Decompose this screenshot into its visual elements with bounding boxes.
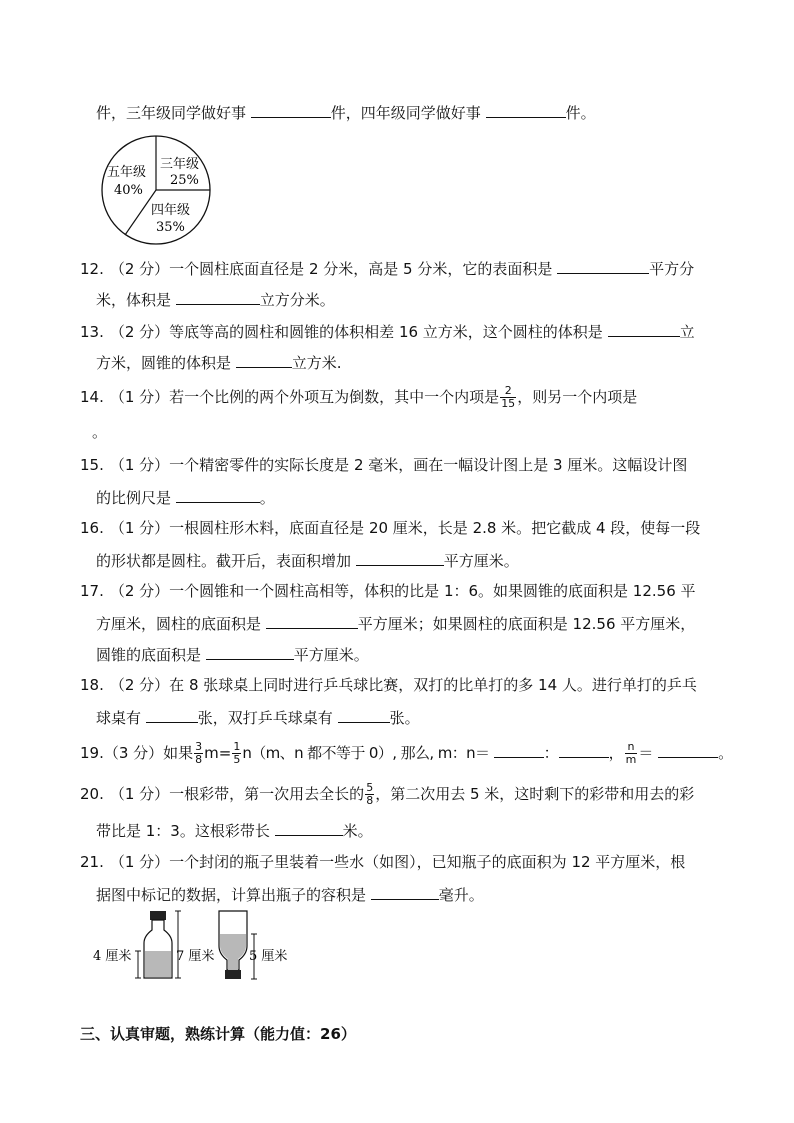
- q20-number: 20.: [80, 785, 104, 803]
- inverted-bottle: [219, 911, 287, 979]
- q20-text-a: （1 分）一根彩带，第一次用去全长的: [109, 785, 365, 803]
- q21-number: 21.: [80, 853, 104, 871]
- q19-f2-den: 5: [233, 753, 241, 766]
- q12-text2: 米，体积是: [96, 291, 176, 309]
- q17-line3: [96, 643, 369, 665]
- q19-line1: [80, 739, 733, 767]
- q19-number: 19.: [80, 744, 104, 762]
- q17-unit: 平方厘米。: [293, 646, 369, 664]
- q21-blank-volume[interactable]: [371, 883, 439, 900]
- upright-bottle: [93, 911, 214, 978]
- q14-end: 。: [92, 423, 108, 441]
- q19-fraction-1: [194, 741, 203, 766]
- q19-blank-ratio[interactable]: [658, 741, 718, 758]
- q18-blank-singles[interactable]: [146, 706, 198, 723]
- q17-blank-cone-area[interactable]: [206, 643, 294, 660]
- q19-f2-num: 1: [233, 740, 241, 753]
- q19-f3-num: n: [625, 741, 638, 754]
- q18-text3: 张，双打乒乓球桌有: [197, 709, 338, 727]
- q17-text4: 圆锥的底面积是: [96, 646, 206, 664]
- q15-text: （1 分）一个精密零件的实际长度是 2 毫米，画在一幅设计图上是 3 厘米。这幅设计图: [109, 456, 688, 474]
- q13-unit2: 立方米.: [291, 354, 342, 372]
- section-3-title: 三、认真审题，熟练计算（能力值：26）: [80, 1025, 356, 1043]
- q21-text: （1 分）一个封闭的瓶子里装着一些水（如图），已知瓶子的底面积为 12 平方厘米，根: [109, 853, 686, 871]
- q14-line2: [92, 422, 107, 442]
- q20-line2: [96, 819, 373, 841]
- q21-line1: [80, 852, 685, 872]
- q14-frac-num: 2: [500, 385, 516, 398]
- q14-number: 14.: [80, 388, 104, 406]
- q17-text: （2 分）一个圆锥和一个圆柱高相等，体积的比是 1：6。如果圆锥的底面积是 12.56 平: [109, 582, 696, 600]
- q13-line1: [80, 320, 695, 342]
- q21-line2: [96, 883, 484, 905]
- q13-text: （2 分）等底等高的圆柱和圆锥的体积相差 16 立方米，这个圆柱的体积是: [109, 323, 608, 341]
- q12-line2: [96, 288, 335, 310]
- section-3-heading: [80, 1024, 356, 1044]
- q20-frac-den: 8: [366, 794, 374, 807]
- pie-value-grade4: 35%: [156, 220, 185, 235]
- bottle-label-4cm: 4 厘米: [93, 949, 132, 964]
- q19-fraction-2: [232, 741, 241, 766]
- pie-label-grade3: 三年级: [160, 157, 200, 172]
- q20-unit: 米。: [342, 822, 373, 840]
- q13-blank-cone[interactable]: [236, 351, 292, 368]
- pie-value-grade3: 25%: [170, 173, 199, 188]
- q12-number: 12.: [80, 260, 104, 278]
- q11-tail: [96, 101, 596, 123]
- q19-fraction-3: [625, 741, 638, 766]
- q19-f1-num: 3: [195, 740, 203, 753]
- q19-text-b: m=: [204, 744, 232, 762]
- q14-frac-den: 15: [501, 397, 516, 410]
- q15-text2: 的比例尺是: [96, 489, 176, 507]
- q18-end: 张。: [389, 709, 420, 727]
- q11-blank-grade4[interactable]: [486, 101, 566, 118]
- bottle-figure: [92, 908, 297, 983]
- pie-label-grade5: 五年级: [107, 165, 147, 180]
- q17-number: 17.: [80, 582, 104, 600]
- pie-value-grade5: 40%: [114, 183, 143, 198]
- q18-number: 18.: [80, 676, 104, 694]
- q16-blank-area[interactable]: [356, 549, 444, 566]
- q19-blank-n[interactable]: [559, 741, 609, 758]
- q19-text-c: n（m、n 都不等于 0）, 那么, m：n＝: [242, 744, 494, 762]
- q14-line1: [80, 383, 637, 411]
- q17-text2: 方厘米，圆柱的底面积是: [96, 615, 266, 633]
- q19-comma: ，: [608, 744, 624, 762]
- bottle-label-7cm: 7 厘米: [176, 949, 215, 964]
- grade-pie-chart: [97, 133, 217, 248]
- q14-text: （1 分）若一个比例的两个外项互为倒数，其中一个内项是: [109, 388, 500, 406]
- q14-fraction: [500, 385, 516, 410]
- q17-line1: [80, 581, 696, 601]
- q19-f3-den: m: [625, 753, 637, 766]
- q17-blank-cylinder-area[interactable]: [266, 612, 358, 629]
- q12-text: （2 分）一个圆柱底面直径是 2 分米，高是 5 分米，它的表面积是: [109, 260, 558, 278]
- q20-fraction: [365, 782, 374, 807]
- q19-equals: ＝: [638, 744, 659, 762]
- q19-end: 。: [718, 744, 734, 762]
- q19-blank-m[interactable]: [494, 741, 544, 758]
- q16-unit: 平方厘米。: [443, 552, 519, 570]
- q13-text2: 方米，圆锥的体积是: [96, 354, 236, 372]
- q18-text2: 球桌有: [96, 709, 146, 727]
- q13-unit1: 立: [679, 323, 695, 341]
- q19-colon: ：: [543, 744, 559, 762]
- q12-blank-volume[interactable]: [176, 288, 260, 305]
- q16-number: 16.: [80, 519, 104, 537]
- q17-line2: [96, 612, 695, 634]
- q18-blank-doubles[interactable]: [338, 706, 390, 723]
- q20-text2: 带比是 1：3。这根彩带长: [96, 822, 275, 840]
- q15-line2: [96, 486, 275, 508]
- q15-line1: [80, 455, 687, 475]
- q15-end: 。: [259, 489, 275, 507]
- q19-f1-den: 8: [195, 753, 203, 766]
- q21-text2: 据图中标记的数据，计算出瓶子的容积是: [96, 886, 371, 904]
- q16-line1: [80, 518, 700, 538]
- q18-text: （2 分）在 8 张球桌上同时进行乒乓球比赛，双打的比单打的多 14 人。进行单打的乒乓: [109, 676, 697, 694]
- q21-unit: 毫升。: [438, 886, 484, 904]
- q12-unit1: 平方分: [649, 260, 695, 278]
- q20-line1: [80, 780, 694, 808]
- q20-frac-num: 5: [366, 781, 374, 794]
- q13-number: 13.: [80, 323, 104, 341]
- q11-blank-grade3[interactable]: [251, 101, 331, 118]
- q16-text2: 的形状都是圆柱。截开后，表面积增加: [96, 552, 356, 570]
- q20-text-b: ，第二次用去 5 米，这时剩下的彩带和用去的彩: [375, 785, 695, 803]
- q11-text-3: 件。: [565, 104, 596, 122]
- q15-blank-scale[interactable]: [176, 486, 260, 503]
- q14-text2: ，则另一个内项是: [517, 388, 638, 406]
- q16-text: （1 分）一根圆柱形木料，底面直径是 20 厘米，长是 2.8 米。把它截成 4 段，使每一段: [109, 519, 701, 537]
- q13-blank-cylinder[interactable]: [608, 320, 680, 337]
- q20-blank-length[interactable]: [275, 819, 343, 836]
- q15-number: 15.: [80, 456, 104, 474]
- q12-blank-surface[interactable]: [557, 257, 649, 274]
- q13-line2: [96, 351, 342, 373]
- q16-line2: [96, 549, 519, 571]
- q18-line2: [96, 706, 420, 728]
- q18-line1: [80, 675, 697, 695]
- bottle-label-5cm: 5 厘米: [249, 949, 288, 964]
- q12-line1: [80, 257, 694, 279]
- q17-text3: 平方厘米；如果圆柱的底面积是 12.56 平方厘米，: [357, 615, 696, 633]
- q19-text-a: （3 分）如果: [103, 744, 194, 762]
- q11-text-1: 件，三年级同学做好事: [96, 104, 251, 122]
- q12-unit2: 立方分米。: [259, 291, 335, 309]
- pie-label-grade4: 四年级: [151, 203, 191, 218]
- q11-text-2: 件，四年级同学做好事: [330, 104, 486, 122]
